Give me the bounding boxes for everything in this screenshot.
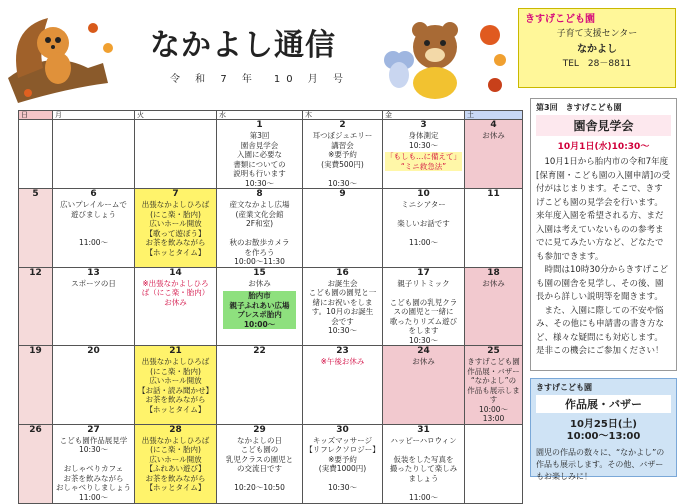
exhibition-notice bbox=[530, 378, 677, 481]
calendar-day bbox=[303, 189, 383, 268]
weekday-tue: 火 bbox=[135, 111, 217, 120]
calendar-day bbox=[383, 346, 465, 425]
day-number: 24 bbox=[417, 346, 430, 356]
calendar-day bbox=[53, 346, 135, 425]
day-events: 産文なかよし広場 (産業文化会館 2F和室) 秋のお散歩カメラ を作ろう 10:00～11:30 bbox=[229, 200, 290, 266]
exhibition-date: 10月25日(土) 10:00～13:00 bbox=[566, 419, 641, 442]
day-number: 29 bbox=[253, 424, 266, 435]
org-tel: TEL 28－8811 bbox=[562, 59, 632, 69]
day-events: きすげこども園 作品展・バザー “なかよし”の 作品も展示します 10:00～ 13:00 bbox=[467, 357, 520, 423]
day-number: 19 bbox=[29, 346, 42, 356]
day-events: こども園作品展見学 10:30～ おしゃべりカフェ お茶を飲みながら おしゃべりしましょう 11:00～ bbox=[56, 435, 131, 502]
day-number: 11 bbox=[487, 189, 500, 199]
calendar-day bbox=[135, 120, 217, 189]
calendar-day bbox=[303, 346, 383, 425]
day-events: ハッピーハロウィン 仮装をした写真を 撮ったりして楽しみ ましょう 11:00～ bbox=[389, 435, 458, 502]
day-number: 6 bbox=[90, 189, 97, 199]
day-number: 16 bbox=[336, 267, 349, 278]
open-house-title: 園舎見学会 bbox=[536, 115, 671, 136]
calendar-day bbox=[383, 424, 465, 503]
bear-mouse-illustration bbox=[375, 15, 515, 100]
day-number: 8 bbox=[256, 189, 263, 199]
weekday-mon: 月 bbox=[53, 111, 135, 120]
calendar-day bbox=[217, 424, 303, 503]
calendar-day bbox=[217, 346, 303, 425]
day-number: 10 bbox=[417, 189, 430, 199]
day-number: 15 bbox=[253, 267, 266, 278]
calendar-day bbox=[135, 189, 217, 268]
calendar-day bbox=[303, 120, 383, 189]
calendar-day bbox=[465, 120, 523, 189]
org-unit: なかよし bbox=[577, 44, 617, 55]
day-number: 26 bbox=[29, 424, 42, 435]
day-events: ※午後お休み bbox=[320, 357, 365, 366]
day-number: 12 bbox=[29, 267, 42, 278]
city-event-box: 胎内市 親子ふれあい広場 プレスポ胎内 10:00～ bbox=[223, 291, 296, 329]
calendar bbox=[18, 110, 523, 504]
day-number: 17 bbox=[417, 267, 430, 278]
day-number: 14 bbox=[169, 267, 182, 278]
weekday-thu: 木 bbox=[303, 111, 383, 120]
issue-date: 令 和 7 年 10 月 号 bbox=[170, 74, 349, 85]
calendar-week bbox=[19, 189, 523, 268]
day-number: 2 bbox=[339, 120, 346, 130]
calendar-day bbox=[19, 120, 53, 189]
day-number: 28 bbox=[169, 424, 182, 435]
weekday-sun: 日 bbox=[19, 111, 53, 120]
day-events: 親子リトミック こども園の乳児クラ スの園児と一緒に 歌ったりリズム遊び をします 10:30～ bbox=[389, 278, 458, 345]
organization-box bbox=[518, 8, 676, 88]
calendar-day bbox=[19, 267, 53, 346]
calendar-day bbox=[217, 120, 303, 189]
weekday-wed: 水 bbox=[217, 111, 303, 120]
day-events: 耳つぼジュエリー 講習会 ※要予約 (実費500円) 10:30～ bbox=[312, 131, 373, 188]
day-events: スポーツの日 bbox=[71, 278, 116, 288]
day-events: ミニシアター 楽しいお話です 11:00～ bbox=[397, 200, 450, 247]
day-events: お誕生会 こども園の園児と一 緒にお祝いをしま す。10月のお誕生 会です 10:30～ bbox=[308, 278, 377, 335]
calendar-week bbox=[19, 120, 523, 189]
day-events: お休み bbox=[482, 278, 505, 288]
day-events: お休み bbox=[248, 278, 271, 288]
day-number: 23 bbox=[336, 346, 349, 356]
day-number: 18 bbox=[487, 267, 500, 278]
calendar-day bbox=[465, 424, 523, 503]
open-house-body: 10月1日から胎内市の令和7年度[保育園・こども園の入園申請]の受付がはじまります。そこで、きすげこども園の見学会を行います。来年度入園を希望される方、まだ入園は考えていないものの参考までに見てみたい方など、どなたでも参加できます。 時間は10時30分からきすげこども園の園舎を見学し、その後、園長から詳しい説明等を聞きます。 また、入園に際しての不安や悩み、その他にも申請書の書き方など、様々な疑問にも対応します。是非この機会にご参加ください！ bbox=[536, 157, 671, 356]
day-events: なかよしの日 こども園の 乳児クラスの園児と の交流日です 10:20～10:50 bbox=[225, 435, 294, 492]
calendar-day bbox=[303, 424, 383, 503]
calendar-day bbox=[135, 346, 217, 425]
squirrel-illustration bbox=[8, 8, 128, 103]
calendar-day bbox=[19, 189, 53, 268]
day-events: ※出張なかよしひろ ば（にこ楽・胎内） お休み bbox=[141, 278, 210, 307]
calendar-day bbox=[465, 189, 523, 268]
calendar-day bbox=[53, 120, 135, 189]
calendar-day bbox=[135, 424, 217, 503]
day-events: 出張なかよしひろば (にこ楽・胎内) 広いホール開放 【歌って遊ぼう】 お茶を飲みながら 【ホッとタイム】 bbox=[141, 200, 210, 257]
day-number: 30 bbox=[336, 424, 349, 435]
day-number: 31 bbox=[417, 424, 430, 435]
open-house-date: 10月1日(水)10:30～ bbox=[557, 142, 650, 152]
day-events: お休み bbox=[412, 357, 435, 366]
day-events: 身体測定 10:30～ bbox=[408, 131, 439, 150]
calendar-week bbox=[19, 346, 523, 425]
day-number: 20 bbox=[87, 346, 100, 356]
weekday-fri: 金 bbox=[383, 111, 465, 120]
calendar-day bbox=[465, 346, 523, 425]
day-number: 13 bbox=[87, 267, 100, 278]
day-number: 22 bbox=[253, 346, 266, 356]
calendar-day bbox=[53, 267, 135, 346]
page-title: なかよし通信 bbox=[150, 28, 336, 63]
day-number: 21 bbox=[169, 346, 182, 356]
first-aid-note: 「もしも…に備えて」 “ミニ救急法” bbox=[386, 152, 461, 171]
weekday-header bbox=[19, 111, 523, 120]
calendar-day bbox=[19, 424, 53, 503]
org-name: きすげこども園 bbox=[525, 14, 595, 25]
org-sub: 子育て支援センター bbox=[556, 29, 638, 39]
day-number: 4 bbox=[490, 120, 497, 130]
calendar-day bbox=[383, 189, 465, 268]
weekday-sat: 土 bbox=[465, 111, 523, 120]
calendar-day bbox=[383, 120, 465, 189]
day-number: 1 bbox=[256, 120, 263, 130]
calendar-day bbox=[19, 346, 53, 425]
calendar-day bbox=[53, 189, 135, 268]
exhibition-label: きすげこども園 bbox=[536, 383, 592, 392]
day-number: 5 bbox=[32, 189, 39, 199]
day-events: 出張なかよしひろば (にこ楽・胎内) 広いホール開放 【ふれあい遊び】 お茶を飲みながら 【ホッとタイム】 bbox=[141, 435, 210, 492]
calendar-day bbox=[53, 424, 135, 503]
calendar-day bbox=[303, 267, 383, 346]
calendar-day bbox=[383, 267, 465, 346]
calendar-week bbox=[19, 267, 523, 346]
exhibition-title: 作品展・バザー bbox=[536, 395, 671, 413]
day-events: 第3回 園舎見学会 入園に必要な 書類についての 説明も行います 10:30～ bbox=[233, 131, 286, 188]
day-events: 広いプレイルームで 遊びましょう 11:00～ bbox=[60, 200, 127, 247]
day-events: 出張なかよしひろば (にこ楽・胎内) 広いホール開放 【お話・読み聞かせ】 お茶を飲みながら 【ホッとタイム】 bbox=[138, 357, 213, 414]
day-number: 27 bbox=[87, 424, 100, 435]
open-house-notice bbox=[530, 98, 677, 371]
day-number: 25 bbox=[487, 346, 500, 356]
open-house-label: 第3回 きすげこども園 bbox=[536, 103, 622, 112]
day-number: 7 bbox=[172, 189, 179, 199]
day-number: 3 bbox=[420, 120, 427, 130]
calendar-day bbox=[135, 267, 217, 346]
calendar-day bbox=[217, 267, 303, 346]
exhibition-body: 園児の作品の数々に、“なかよし”の作品も展示します。その他、バザーもお楽しみに！ bbox=[536, 448, 665, 481]
day-number: 9 bbox=[339, 189, 346, 199]
calendar-week bbox=[19, 424, 523, 503]
day-events: キッズマッサージ 【リフレクソロジー】 ※要予約 (実費1000円) 10:30～ bbox=[305, 435, 380, 492]
calendar-day bbox=[217, 189, 303, 268]
day-events: お休み bbox=[482, 131, 505, 140]
calendar-day bbox=[465, 267, 523, 346]
